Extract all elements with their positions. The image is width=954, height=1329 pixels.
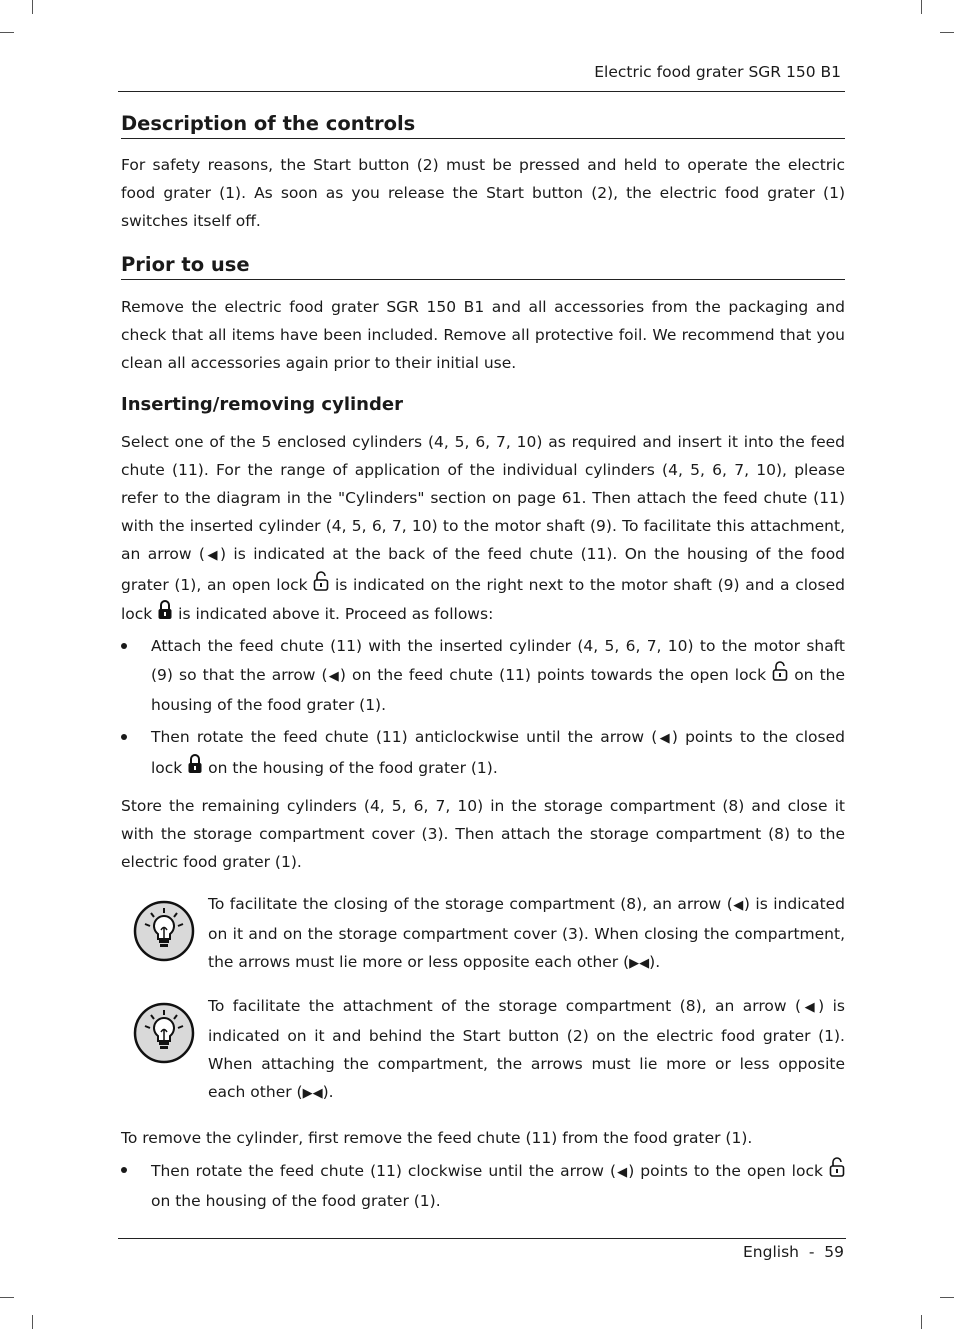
arrow-left-icon: ◀	[312, 1086, 323, 1101]
closed-lock-icon	[157, 599, 173, 621]
crop-mark	[921, 1315, 922, 1329]
page-content	[121, 112, 845, 1219]
list-item: Attach the feed chute (11) with the inserted cylinder (4, 5, 6, 7, 10) to the motor shaft (9) so that the arrow (◀) on the feed chute (11) points towards the open lock on the housing of the food grater (1).	[121, 632, 845, 719]
steps-list-remove	[121, 1156, 845, 1215]
crop-mark	[940, 1297, 954, 1298]
bullet-icon	[121, 734, 127, 740]
paragraph-prior-to-use: Remove the electric food grater SGR 150 B1 and all accessories from the packaging and check that all items have been included. Remove all protective foil. We recommend that you clean all accessories again prior to their initial use.	[121, 298, 845, 372]
open-lock-icon	[772, 660, 788, 682]
closed-lock-icon	[187, 753, 203, 775]
crop-mark	[0, 1297, 14, 1298]
bullet-icon	[121, 643, 127, 649]
tip-text: To facilitate the attachment of the storage compartment (8), an arrow (◀) is indicated on it and behind the Start button (2) on the electric food grater (1). When attaching the compartment, the arrows must lie more or less opposite each other (▶◀).	[208, 997, 845, 1101]
list-item: Then rotate the feed chute (11) anticlockwise until the arrow (◀) points to the closed lock on the housing of the food grater (1).	[121, 723, 845, 782]
list-item: Then rotate the feed chute (11) clockwise until the arrow (◀) points to the open lock on the housing of the food grater (1).	[121, 1156, 845, 1215]
tip-text: To facilitate the closing of the storage compartment (8), an arrow (◀) is indicated on it and on the storage compartment cover (3). When closing the compartment, the arrows must lie more or less opposite each other (▶◀).	[208, 895, 846, 971]
arrow-left-icon: ◀	[801, 1000, 819, 1015]
arrow-left-icon: ◀	[732, 898, 744, 913]
arrow-left-icon: ◀	[657, 731, 672, 746]
arrow-left-icon: ◀	[327, 669, 340, 684]
arrow-left-icon: ◀	[204, 548, 220, 563]
open-lock-icon	[313, 570, 329, 592]
crop-mark	[940, 32, 954, 33]
steps-list-insert	[121, 632, 845, 782]
arrow-right-icon: ▶	[302, 1086, 313, 1101]
tip-attaching-compartment	[121, 992, 845, 1108]
crop-mark	[0, 32, 14, 33]
tip-closing-compartment	[121, 890, 845, 978]
heading-inserting-cylinder: Inserting/removing cylinder	[121, 394, 403, 415]
running-header: Electric food grater SGR 150 B1	[594, 63, 841, 81]
bullet-icon	[121, 1167, 127, 1173]
crop-mark	[32, 1315, 33, 1329]
footer-rule	[118, 1238, 846, 1239]
page-number: English - 59	[743, 1243, 844, 1261]
open-lock-icon	[829, 1156, 845, 1178]
lightbulb-icon	[133, 900, 195, 962]
crop-mark	[32, 0, 33, 14]
arrow-right-icon: ▶	[629, 956, 640, 971]
arrow-left-icon: ◀	[616, 1165, 629, 1180]
paragraph-remove-cylinder: To remove the cylinder, first remove the feed chute (11) from the food grater (1).	[121, 1129, 753, 1147]
lightbulb-icon	[133, 1002, 195, 1064]
paragraph-controls: For safety reasons, the Start button (2) must be pressed and held to operate the electric food grater (1). As soon as you release the Start button (2), the electric food grater (1) switches itself off.	[121, 156, 845, 230]
heading-controls: Description of the controls	[121, 112, 845, 139]
arrow-left-icon: ◀	[639, 956, 650, 971]
crop-mark	[921, 0, 922, 14]
heading-prior-to-use: Prior to use	[121, 253, 845, 280]
paragraph-inserting: Select one of the 5 enclosed cylinders (4, 5, 6, 7, 10) as required and insert it into the feed chute (11). For the range of application of the individual cylinders (4, 5, 6, 7, 10), please refer to the diagram in the "Cylinders" section on page 61. Then attach the feed chute (11) with the inserted cylinder (4, 5, 6, 7, 10) to the motor shaft (9). To facilitate this attachment, an arrow (◀) is indicated at the back of the feed chute (11). On the housing of the food grater (1), an open lock is indicated on the right next to the motor shaft (9) and a closed lock is indicated above it. Proceed as follows:	[121, 433, 846, 623]
header-rule	[118, 91, 845, 92]
paragraph-store-cylinders: Store the remaining cylinders (4, 5, 6, 7, 10) in the storage compartment (8) and close it with the storage compartment cover (3). Then attach the storage compartment (8) to the electric food grater (1).	[121, 797, 845, 871]
